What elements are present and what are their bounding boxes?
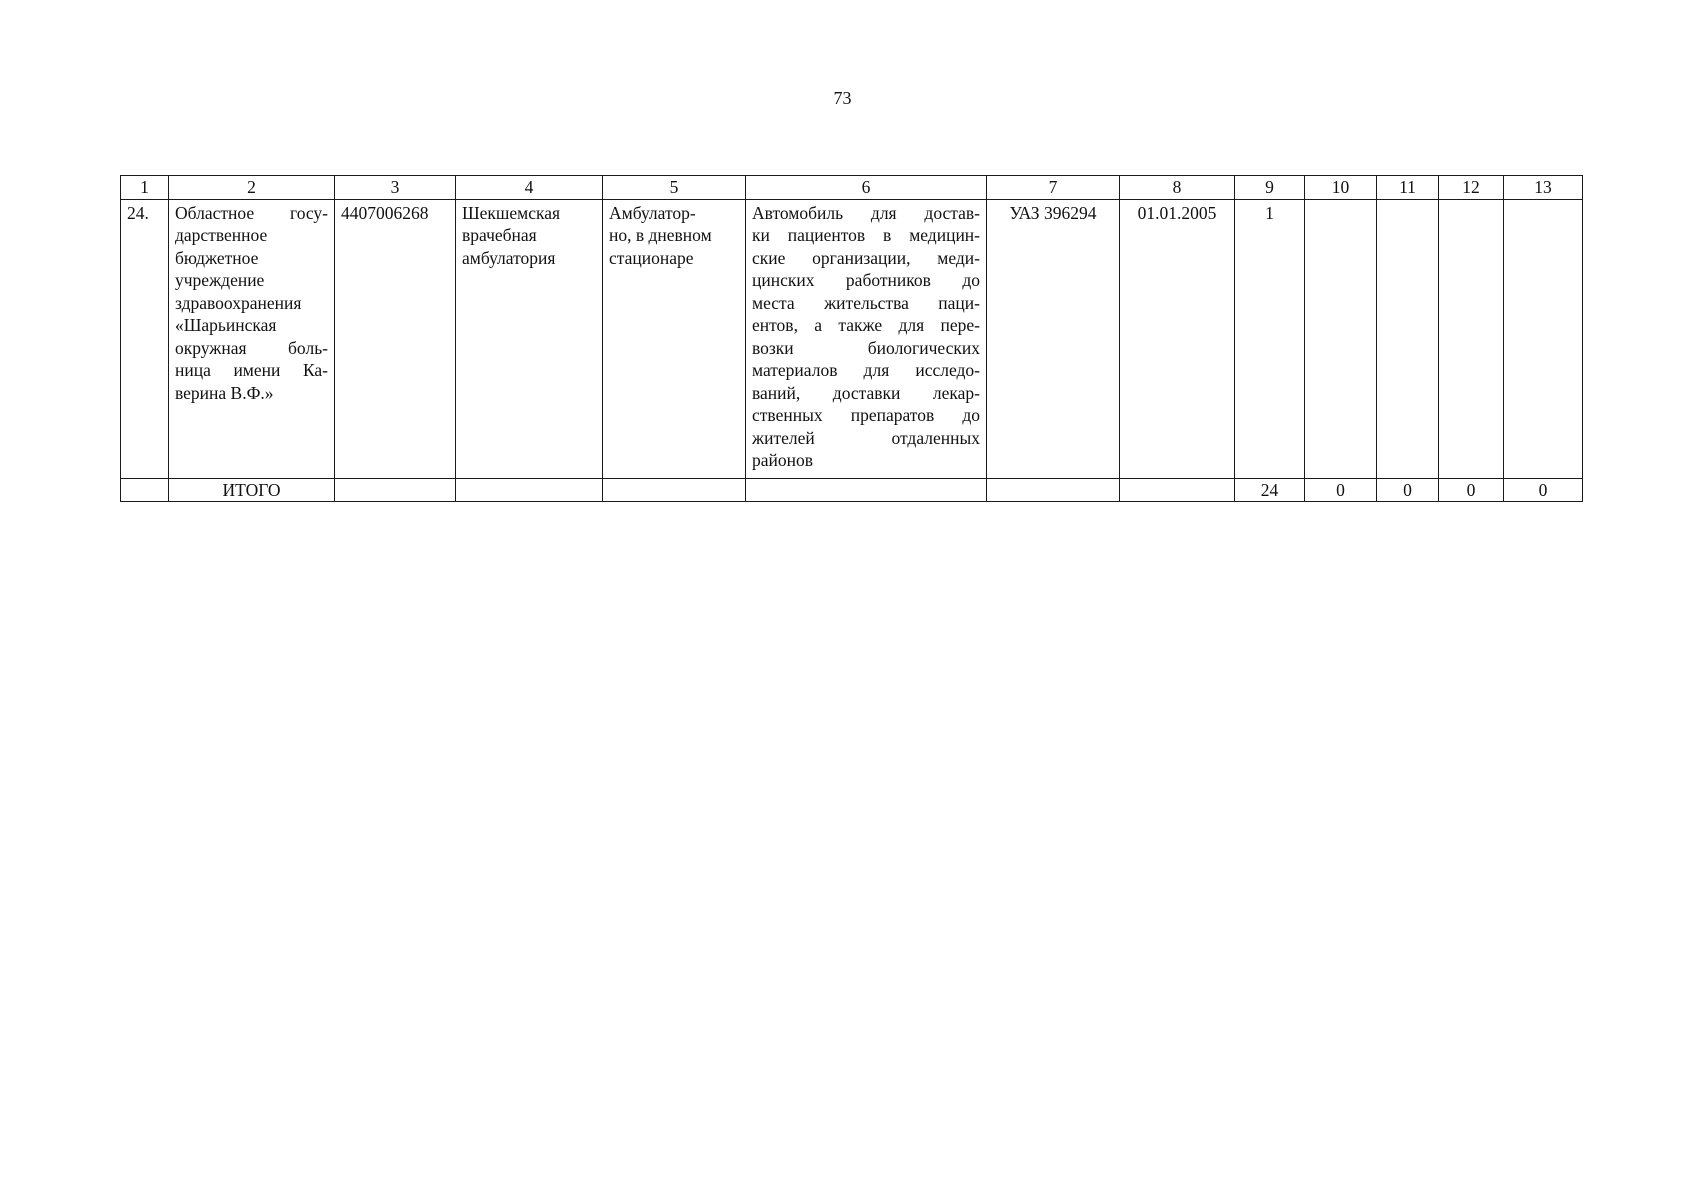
organization-line: окружная боль- (175, 337, 328, 358)
header-cell-4: 4 (456, 176, 603, 200)
mode-line: Амбулатор- (609, 202, 696, 223)
model-cell: УАЗ 396294 (987, 199, 1120, 478)
col11-cell (1377, 199, 1439, 478)
purpose-line: ваний, доставки лекар- (752, 382, 980, 403)
total-col11: 0 (1377, 478, 1439, 502)
total-label: ИТОГО (169, 478, 335, 502)
purpose-cell (746, 199, 987, 478)
purpose-line: возки биологических (752, 337, 980, 358)
total-col13: 0 (1504, 478, 1583, 502)
unit-line: амбулатория (462, 247, 556, 268)
mode-cell (603, 199, 746, 478)
col12-cell (1439, 199, 1504, 478)
total-empty-cell (746, 478, 987, 502)
purpose-line: ки пациентов в медицин- (752, 225, 980, 245)
header-cell-3: 3 (335, 176, 456, 200)
page-number: 73 (833, 88, 852, 108)
inn-cell: 4407006268 (335, 199, 456, 478)
organization-line: здравоохранения (175, 292, 302, 313)
purpose-line: ентов, а также для пере- (752, 315, 980, 335)
total-col10: 0 (1305, 478, 1377, 502)
purpose-line: места жительства паци- (752, 292, 980, 313)
purpose-line: ские организации, меди- (752, 247, 980, 268)
total-empty-cell (335, 478, 456, 502)
date-cell: 01.01.2005 (1120, 199, 1235, 478)
mode-line: но, в дневном (609, 225, 712, 245)
organization-line: Областное госу- (175, 202, 328, 223)
header-cell-5: 5 (603, 176, 746, 200)
header-cell-9: 9 (1235, 176, 1305, 200)
unit-line: врачебная (462, 225, 537, 245)
header-cell-1: 1 (121, 176, 169, 200)
total-col9: 24 (1235, 478, 1305, 502)
col10-cell (1305, 199, 1377, 478)
purpose-line: Автомобиль для достав- (752, 202, 980, 223)
header-cell-11: 11 (1377, 176, 1439, 200)
purpose-line: районов (752, 450, 814, 470)
header-cell-7: 7 (987, 176, 1120, 200)
organization-line: «Шарьинская (175, 315, 277, 335)
unit-cell (456, 199, 603, 478)
unit-line: Шекшемская (462, 202, 561, 223)
mode-line: стационаре (609, 247, 694, 268)
header-cell-8: 8 (1120, 176, 1235, 200)
vehicle-table (120, 175, 1583, 502)
total-row (121, 478, 1583, 502)
header-cell-12: 12 (1439, 176, 1504, 200)
total-empty-cell (1120, 478, 1235, 502)
row-number-cell: 24. (121, 199, 169, 478)
header-cell-2: 2 (169, 176, 335, 200)
col9-cell: 1 (1235, 199, 1305, 478)
table-row (121, 199, 1583, 478)
col13-cell (1504, 199, 1583, 478)
table-header-row (121, 176, 1583, 200)
purpose-line: материалов для исследо- (752, 360, 980, 380)
purpose-line: цинских работников до (752, 270, 980, 290)
purpose-line: ственных препаратов до (752, 405, 980, 425)
header-cell-10: 10 (1305, 176, 1377, 200)
total-empty-cell (456, 478, 603, 502)
header-cell-13: 13 (1504, 176, 1583, 200)
total-col12: 0 (1439, 478, 1504, 502)
total-empty-cell (121, 478, 169, 502)
organization-line: ница имени Ка- (175, 360, 328, 380)
total-empty-cell (987, 478, 1120, 502)
organization-line: дарственное (175, 225, 268, 245)
organization-line: верина В.Ф.» (175, 382, 274, 403)
purpose-line: жителей отдаленных (752, 427, 980, 448)
organization-line: бюджетное (175, 247, 259, 268)
total-empty-cell (603, 478, 746, 502)
organization-line: учреждение (175, 270, 265, 290)
header-cell-6: 6 (746, 176, 987, 200)
organization-cell (169, 199, 335, 478)
